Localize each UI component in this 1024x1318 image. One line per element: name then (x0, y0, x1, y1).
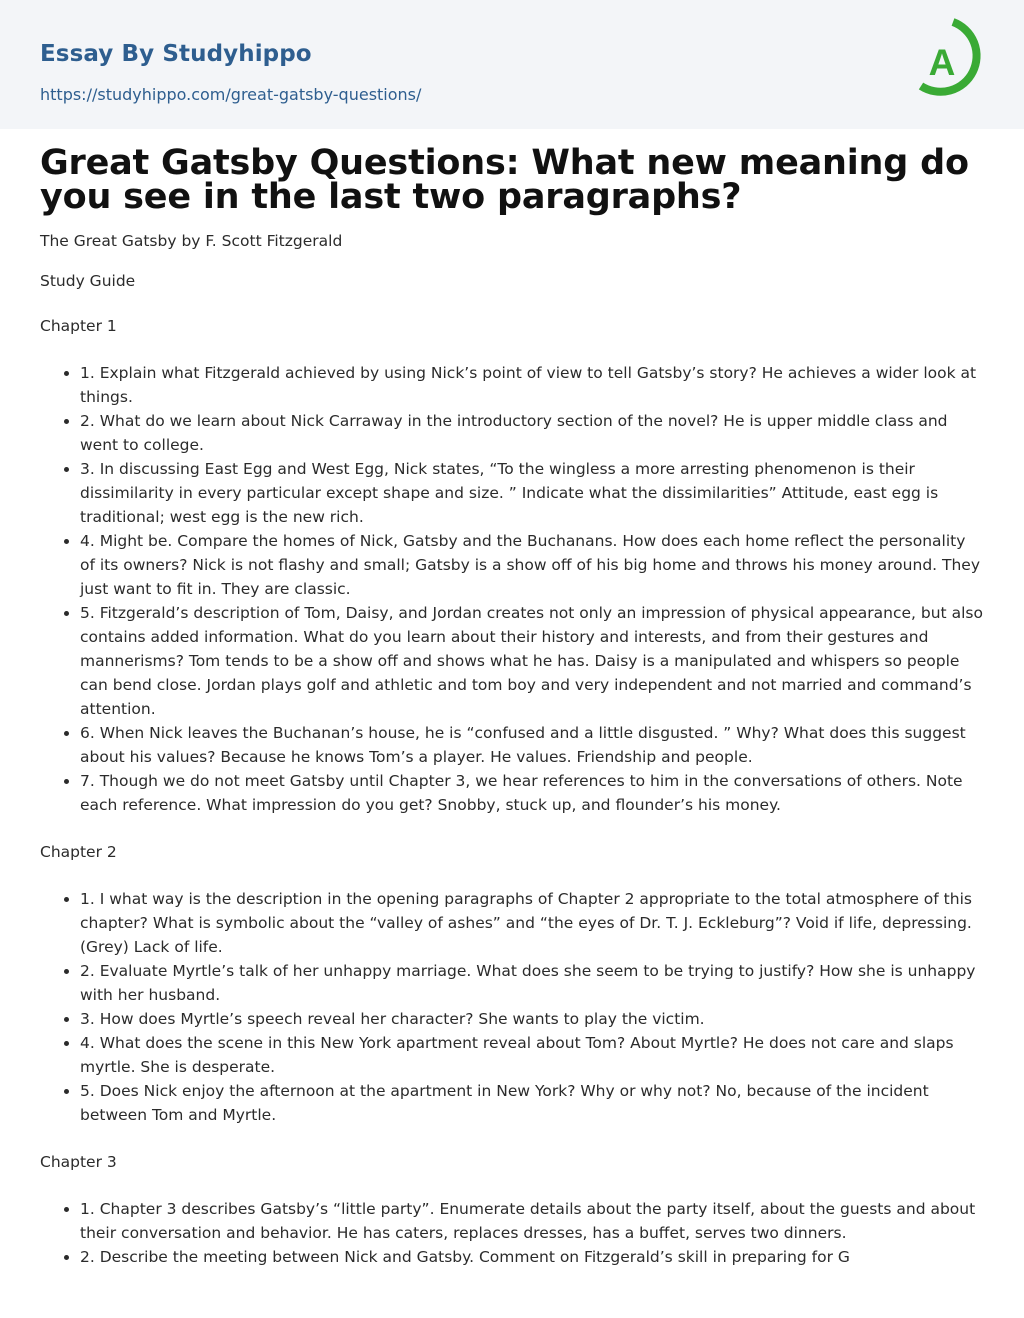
list-item: • 2. Describe the meeting between Nick and Gatsby. Comment on Fitzgerald’s skill in preparing for G (80, 1245, 984, 1269)
list-item: • 6. When Nick leaves the Buchanan’s house, he is “confused and a little disgusted. ” Why? What does this suggest about his values? Because he knows Tom’s a player. He values. Friendship and people. (80, 721, 984, 769)
study-guide-label: Study Guide (40, 272, 136, 290)
list-item: • 4. What does the scene in this New York apartment reveal about Tom? About Myrtle? He does not care and slaps myrtle. She is desperate. (80, 1031, 984, 1079)
book-subtitle: The Great Gatsby by F. Scott Fitzgerald (40, 232, 343, 250)
list-item: • 1. I what way is the description in the opening paragraphs of Chapter 2 appropriate to the total atmosphere of this chapter? What is symbolic about the “valley of ashes” and “the eyes of Dr. T. J. Eckleburg”? Void if life, depressing. (Grey) Lack of life. (80, 887, 984, 959)
list-item: • 5. Fitzgerald’s description of Tom, Daisy, and Jordan creates not only an impression of physical appearance, but also contains added information. What do you learn about their history and interests, and from their gestures and mannerisms? Tom tends to be a show off and shows what he has. Daisy is a manipulated and whispers so people can bend close. Jordan plays golf and athletic and tom boy and very independent and not married and command’s attention. (80, 601, 984, 721)
chapter-heading: Chapter 2 (40, 843, 117, 861)
chapter-heading: Chapter 1 (40, 317, 117, 335)
studyhippo-logo-icon[interactable] (907, 14, 991, 110)
list-item: • 3. How does Myrtle’s speech reveal her character? She wants to play the victim. (80, 1007, 984, 1031)
list-item: • 1. Chapter 3 describes Gatsby’s “little party”. Enumerate details about the party itself, about the guests and about their conversation and behavior. He has caters, replaces dresses, has a buffet, serves two dinners. (80, 1197, 984, 1245)
list-item: • 2. Evaluate Myrtle’s talk of her unhappy marriage. What does she seem to be trying to justify? How she is unhappy with her husband. (80, 959, 984, 1007)
question-list (40, 1197, 984, 1269)
list-item: • 7. Though we do not meet Gatsby until Chapter 3, we hear references to him in the conversations of others. Note each reference. What impression do you get? Snobby, stuck up, and flounder’s his money. (80, 769, 984, 817)
list-item: • 3. In discussing East Egg and West Egg, Nick states, “To the wingless a more arresting phenomenon is their dissimilarity in every particular except shape and size. ” Indicate what the dissimilarities” Attitude, east egg is traditional; west egg is the new rich. (80, 457, 984, 529)
source-url-link[interactable]: https://studyhippo.com/great-gatsby-questions/ (40, 85, 422, 104)
question-list (40, 361, 984, 817)
chapter-heading: Chapter 3 (40, 1153, 117, 1171)
essay-content (0, 129, 1024, 1269)
list-item: • 5. Does Nick enjoy the afternoon at the apartment in New York? Why or why not? No, because of the incident between Tom and Myrtle. (80, 1079, 984, 1127)
list-item: • 4. Might be. Compare the homes of Nick, Gatsby and the Buchanans. How does each home reflect the personality of its owners? Nick is not flashy and small; Gatsby is a show off of his big home and throws his money around. They just want to fit in. They are classic. (80, 529, 984, 601)
page-title: Great Gatsby Questions: What new meaning do you see in the last two paragraphs? (40, 143, 969, 217)
logo-letter: A (928, 42, 956, 83)
list-item: • 1. Explain what Fitzgerald achieved by using Nick’s point of view to tell Gatsby’s story? He achieves a wider look at things. (80, 361, 984, 409)
brand-name[interactable]: Essay By Studyhippo (40, 41, 312, 67)
site-header (0, 0, 1024, 129)
question-list (40, 887, 984, 1127)
list-item: • 2. What do we learn about Nick Carraway in the introductory section of the novel? He is upper middle class and went to college. (80, 409, 984, 457)
